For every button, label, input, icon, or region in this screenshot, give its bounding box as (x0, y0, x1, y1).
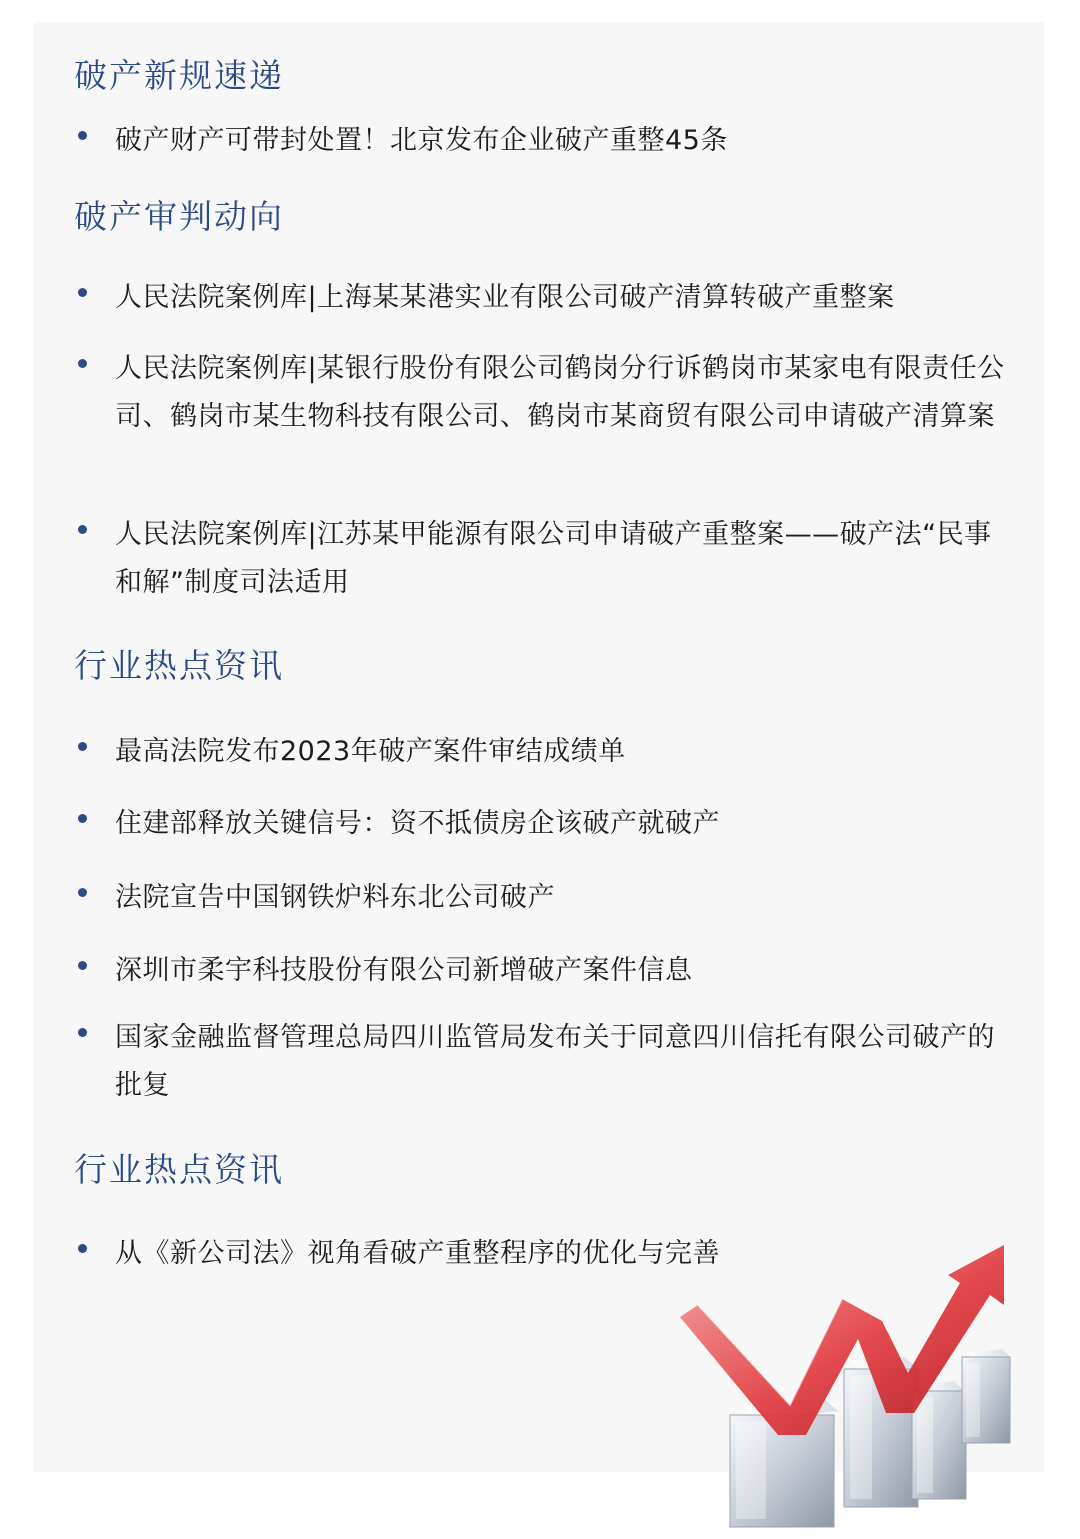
bullet-icon (78, 961, 87, 970)
list-item-text: 深圳市柔宇科技股份有限公司新增破产案件信息 (115, 955, 693, 986)
bullet-icon (78, 742, 87, 751)
bullet-icon (78, 814, 87, 823)
bullet-icon (78, 1028, 87, 1037)
list-item[interactable] (78, 511, 1008, 607)
list-item[interactable] (78, 947, 1008, 995)
section-title-new-rules: 破产新规速递 (74, 56, 284, 95)
section-title-industry-news: 行业热点资讯 (74, 646, 284, 685)
bullet-icon (78, 131, 87, 140)
list-item-text: 从《新公司法》视角看破产重整程序的优化与完善 (115, 1238, 720, 1269)
bullet-icon (78, 288, 87, 297)
list-item-text: 人民法院案例库|某银行股份有限公司鹤岗分行诉鹤岗市某家电有限责任公司、鹤岗市某生物科技有限公司、鹤岗市某商贸有限公司申请破产清算案 (115, 353, 1005, 432)
list-item-text: 人民法院案例库|上海某某港实业有限公司破产清算转破产重整案 (115, 282, 895, 313)
bullet-icon (78, 359, 87, 368)
list-item-text: 破产财产可带封处置！北京发布企业破产重整45条 (115, 125, 728, 156)
glass-cube (962, 1349, 1010, 1443)
list-item-text: 国家金融监督管理总局四川监管局发布关于同意四川信托有限公司破产的批复 (115, 1022, 995, 1101)
list-item[interactable] (78, 1014, 1008, 1110)
bullet-icon (78, 888, 87, 897)
list-item-text: 最高法院发布2023年破产案件审结成绩单 (115, 736, 626, 767)
list-item[interactable] (78, 117, 1008, 165)
list-item-text: 法院宣告中国钢铁炉料东北公司破产 (115, 882, 555, 913)
list-item-text: 住建部释放关键信号：资不抵债房企该破产就破产 (115, 808, 720, 839)
list-item[interactable] (78, 345, 1008, 441)
list-item[interactable] (78, 274, 1008, 322)
section-title-trial-trends: 破产审判动向 (74, 197, 284, 236)
bullet-icon (78, 525, 87, 534)
bullet-icon (78, 1244, 87, 1253)
list-item-text: 人民法院案例库|江苏某甲能源有限公司申请破产重整案——破产法“民事和解”制度司法适用 (115, 519, 992, 598)
section-title-industry-news-2: 行业热点资讯 (74, 1150, 284, 1189)
growth-chart-arrow-icon (672, 1235, 1024, 1539)
list-item[interactable] (78, 728, 1008, 776)
list-item[interactable] (78, 800, 1008, 848)
list-item[interactable] (78, 874, 1008, 922)
